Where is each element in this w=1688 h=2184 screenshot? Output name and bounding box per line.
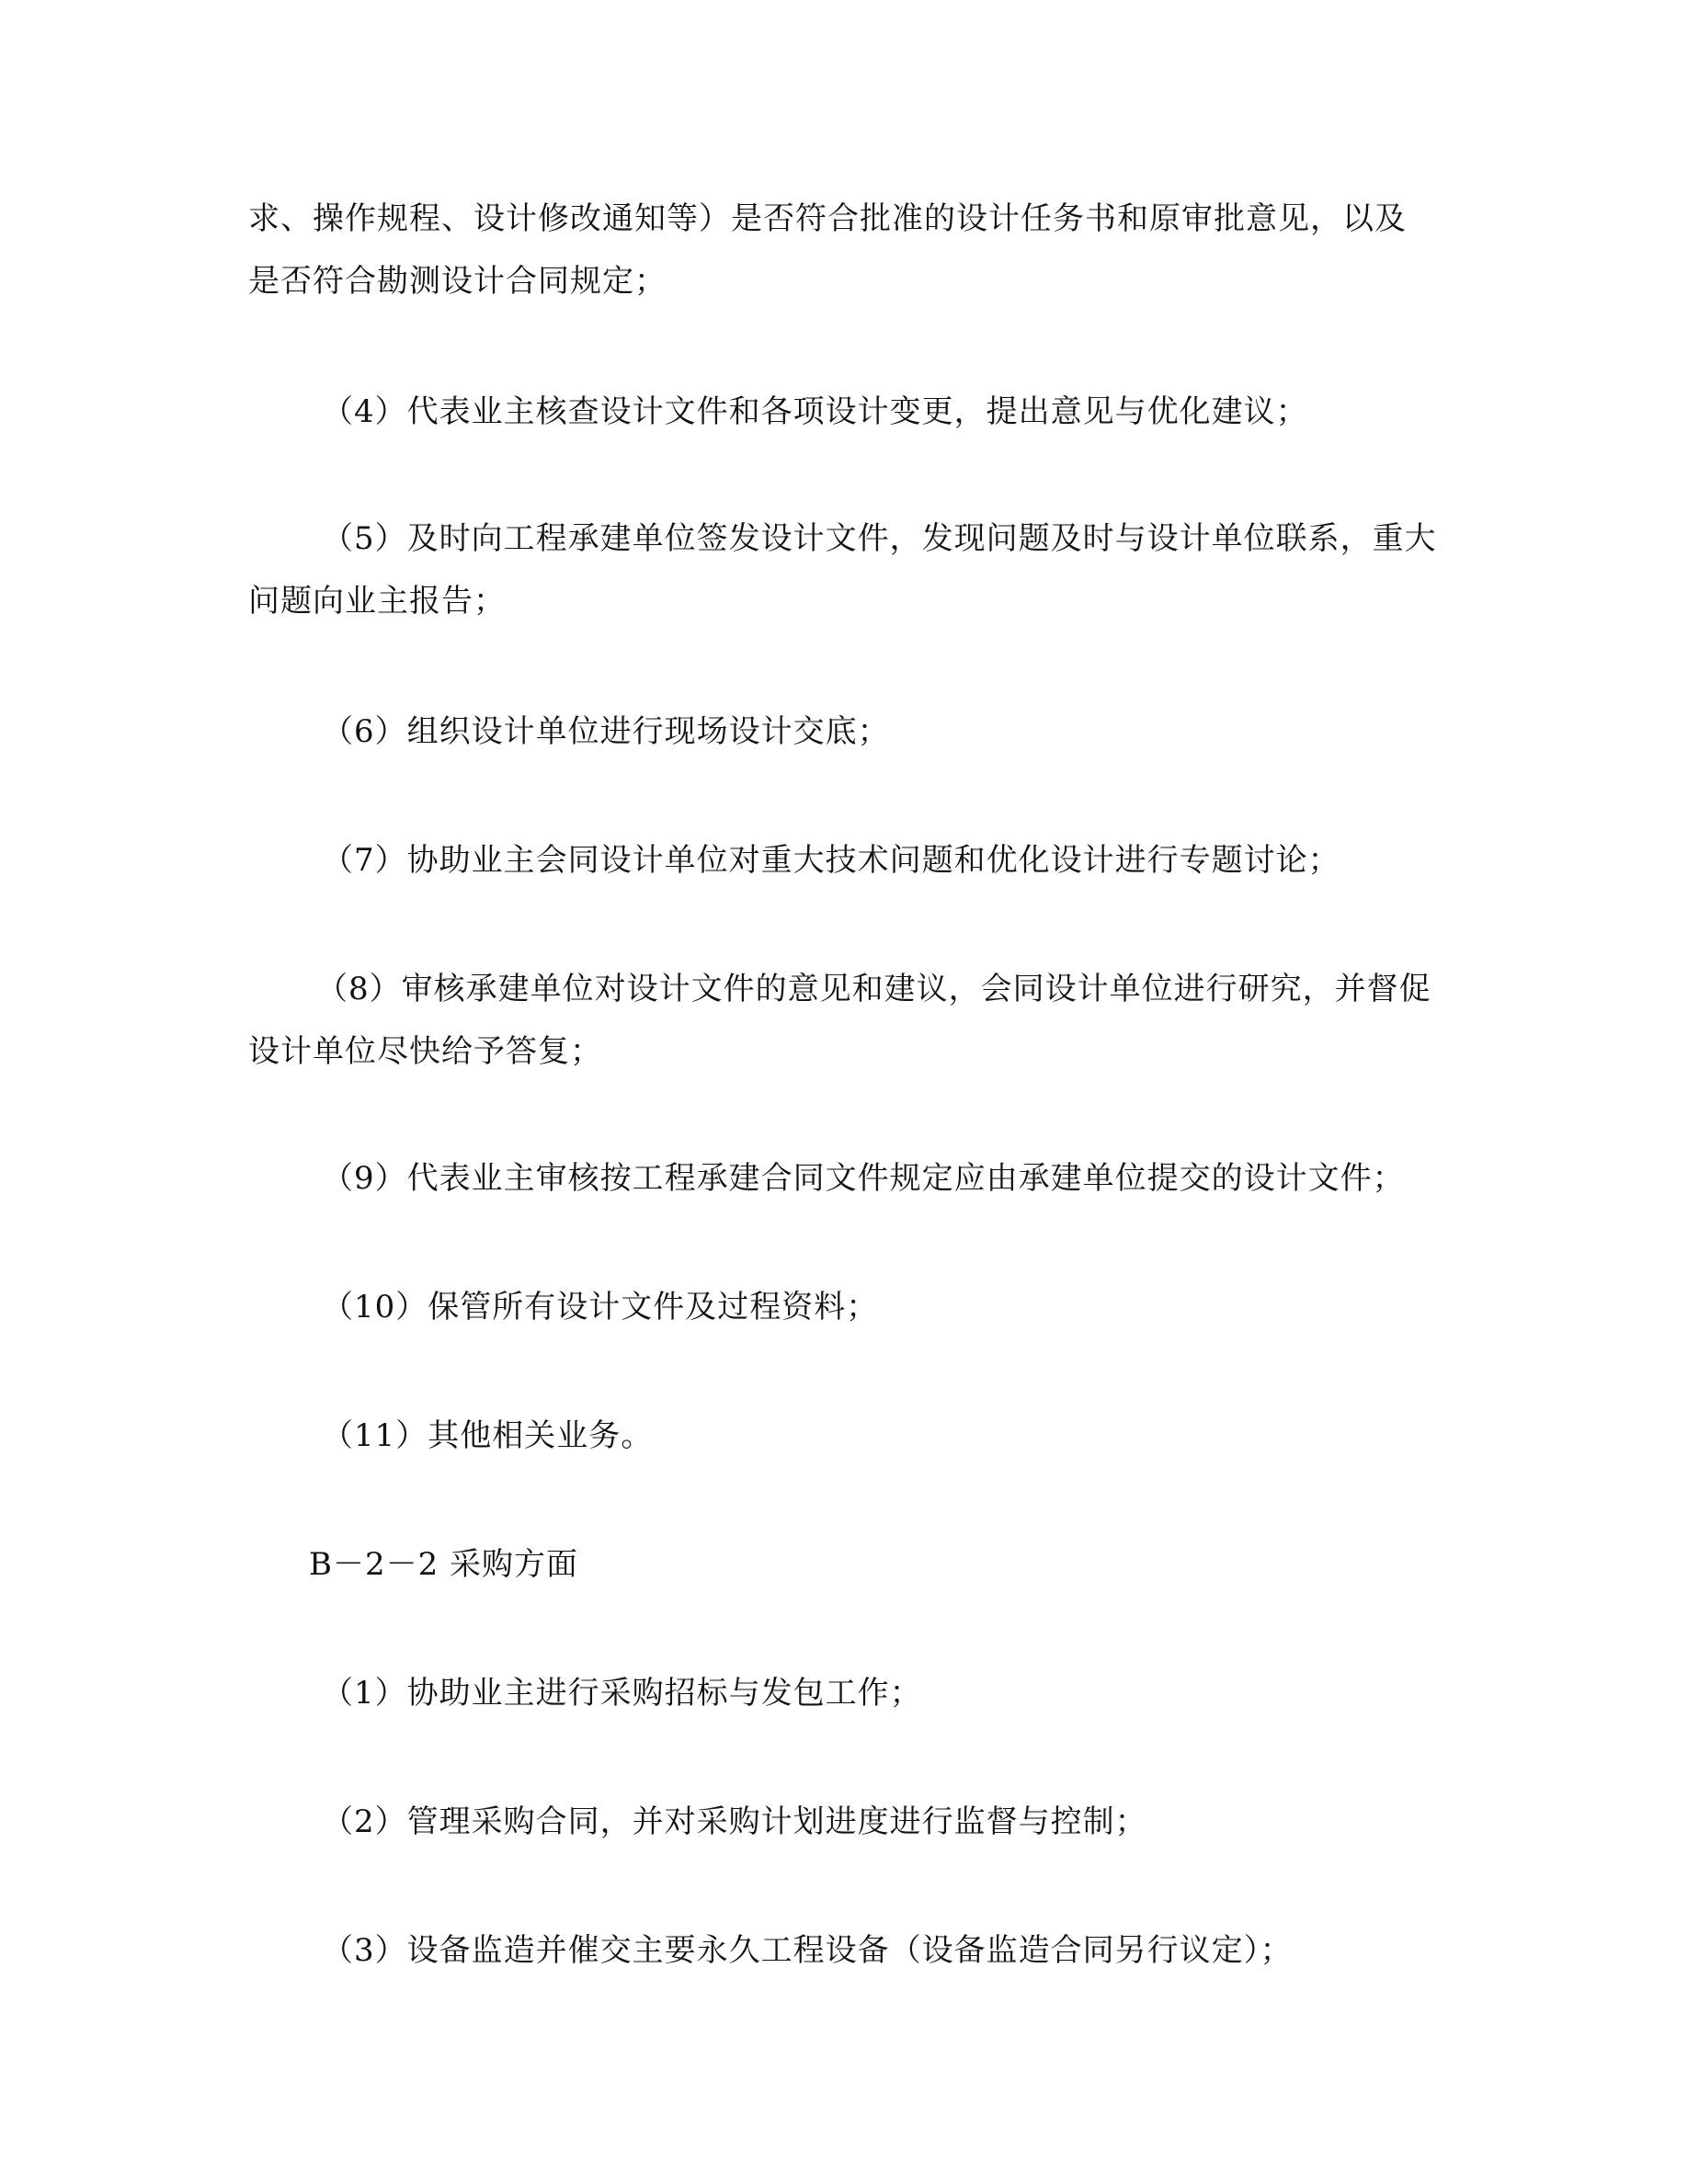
item-10-line-1: （10）保管所有设计文件及过程资料；	[322, 1289, 879, 1325]
procurement-item-2: （2）管理采购合同，并对采购计划进度进行监督与控制；	[322, 1803, 1147, 1840]
item-8-line-2: 设计单位尽快给予答复；	[248, 1033, 602, 1070]
section-heading-b-2-2: B－2－2 采购方面	[309, 1546, 579, 1583]
item-5-line-1: （5）及时向工程承建单位签发设计文件，发现问题及时与设计单位联系，重大	[322, 520, 1437, 557]
item-5-line-2: 问题向业主报告；	[248, 583, 506, 620]
item-11-line-1: （11）其他相关业务。	[322, 1417, 654, 1454]
procurement-item-3: （3）设备监造并催交主要永久工程设备（设备监造合同另行议定）；	[322, 1932, 1293, 1969]
paragraph-3-continuation-line-1: 求、操作规程、设计修改通知等）是否符合批准的设计任务书和原审批意见，以及	[248, 200, 1407, 237]
item-7-line-1: （7）协助业主会同设计单位对重大技术问题和优化设计进行专题讨论；	[322, 842, 1340, 879]
item-8-line-1: （8）审核承建单位对设计文件的意见和建议，会同设计单位进行研究，并督促	[316, 971, 1431, 1007]
item-9-line-1: （9）代表业主审核按工程承建合同文件规定应由承建单位提交的设计文件；	[322, 1160, 1405, 1197]
paragraph-3-continuation-line-2: 是否符合勘测设计合同规定；	[248, 263, 667, 300]
item-4-line-1: （4）代表业主核查设计文件和各项设计变更，提出意见与优化建议；	[322, 393, 1308, 430]
procurement-item-1: （1）协助业主进行采购招标与发包工作；	[322, 1675, 922, 1712]
item-6-line-1: （6）组织设计单位进行现场设计交底；	[322, 713, 890, 750]
